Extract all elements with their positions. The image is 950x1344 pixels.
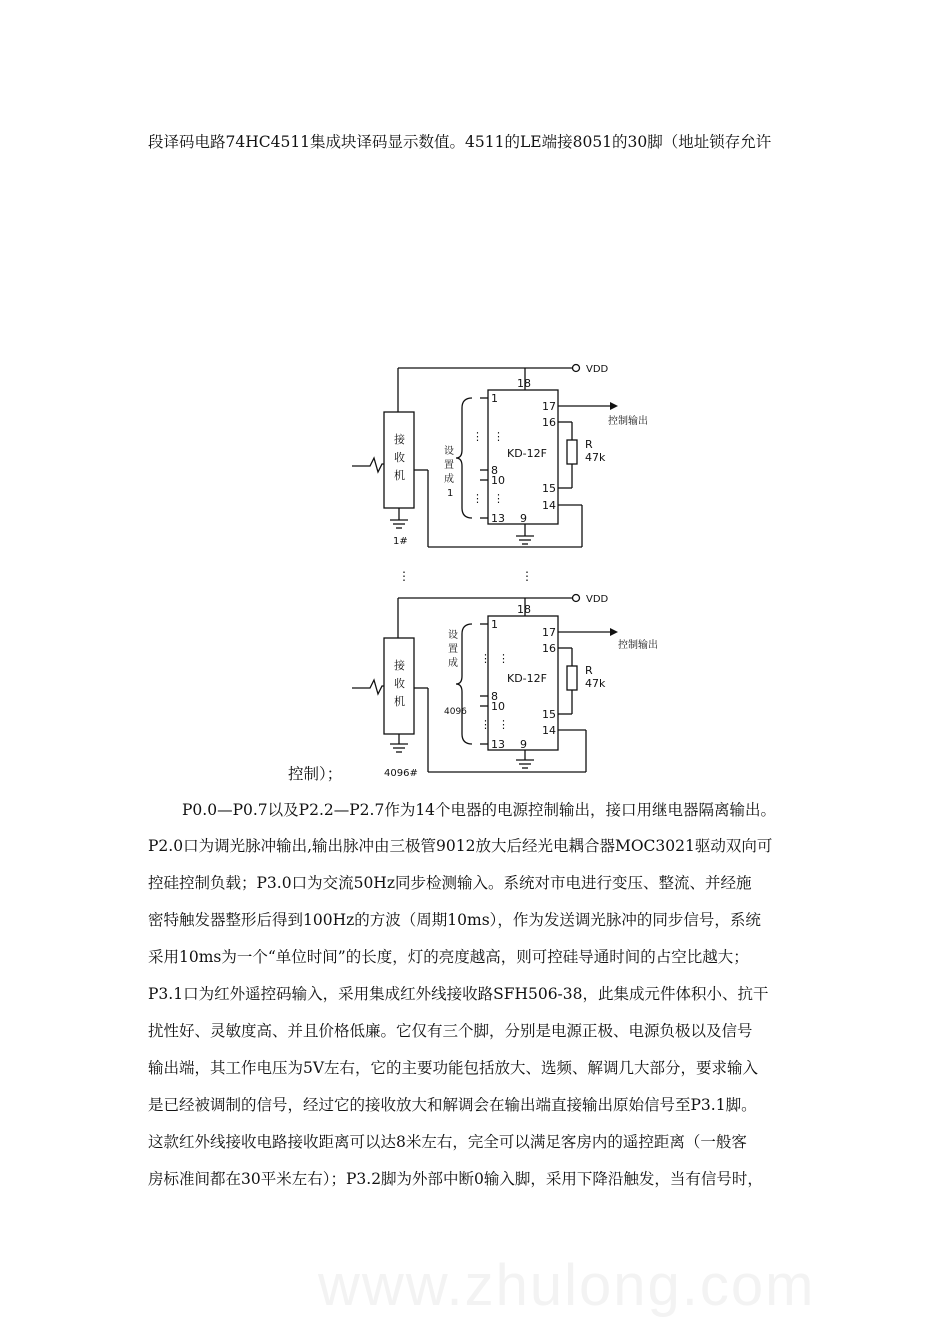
vdd-label: VDD [586, 594, 609, 605]
chip-label: KD-12F [507, 672, 547, 685]
resistor-name: R [585, 438, 593, 451]
body-text-line: 采用10ms为一个“单位时间”的长度，灯的亮度越高，则可控硅导通时间的占空比越大； [148, 948, 749, 966]
vertical-dots: ⋮ [480, 652, 491, 665]
vertical-dots: ⋮ [480, 718, 491, 731]
body-text-line: 密特触发器整形后得到100Hz的方波（周期10ms），作为发送调光脉冲的同步信号，系统 [148, 911, 761, 929]
pin-17-label: 17 [542, 626, 556, 639]
pin-17-label: 17 [542, 400, 556, 413]
body-text-line: P3.1口为红外遥控码输入，采用集成红外线接收路SFH506-38，此集成元件体积小、抗干 [148, 985, 769, 1003]
output-label: 控制输出 [618, 640, 658, 651]
set-label-char: 设 [444, 446, 454, 457]
circuit-diagram [340, 340, 660, 780]
pin-1-label: 1 [491, 392, 498, 405]
set-label-char: 置 [448, 644, 458, 655]
pin-10-label: 10 [491, 474, 505, 487]
set-label-char: 成 [448, 658, 458, 669]
set-label-char: 成 [444, 474, 454, 485]
set-label-char: 置 [444, 460, 454, 471]
vertical-dots: ⋮ [498, 718, 509, 731]
pin-14-label: 14 [542, 499, 556, 512]
vertical-dots: ⋮ [472, 492, 483, 505]
body-text-line: 控硅控制负载；P3.0口为交流50Hz同步检测输入。系统对市电进行变压、整流、并经施 [148, 874, 752, 892]
vertical-dots: ⋮ [398, 569, 410, 583]
pin-13-label: 13 [491, 738, 505, 751]
receiver-char: 机 [394, 695, 405, 708]
receiver-char: 接 [394, 433, 405, 446]
vertical-dots: ⋮ [521, 569, 533, 583]
resistor-value: 47k [585, 677, 606, 690]
resistor-name: R [585, 664, 593, 677]
receiver-char: 机 [394, 469, 405, 482]
body-text-line: 房标准间都在30平米左右）；P3.2脚为外部中断0输入脚，采用下降沿触发，当有信号时， [148, 1170, 763, 1188]
watermark: www.zhulong.com [318, 1253, 816, 1318]
pin-8-label: 8 [491, 690, 498, 703]
receiver-char: 收 [394, 677, 405, 690]
body-text-line: 是已经被调制的信号，经过它的接收放大和解调会在输出端直接输出原始信号至P3.1脚。 [148, 1096, 757, 1114]
set-label-char: 设 [448, 630, 458, 641]
receiver-char: 接 [394, 659, 405, 672]
pin-15-label: 15 [542, 708, 556, 721]
pin-10-label: 10 [491, 700, 505, 713]
body-text-line: 控制）； [288, 765, 343, 783]
vertical-dots: ⋮ [493, 430, 504, 443]
unit-id-label: 1# [393, 536, 408, 547]
pin-13-label: 13 [491, 512, 505, 525]
vertical-dots: ⋮ [472, 430, 483, 443]
set-label-char: 1 [447, 488, 454, 499]
receiver-char: 收 [394, 451, 405, 464]
body-text-line: 输出端，其工作电压为5V左右，它的主要功能包括放大、选频、解调几大部分，要求输入 [148, 1059, 759, 1077]
pin-8-label: 8 [491, 464, 498, 477]
pin-16-label: 16 [542, 642, 556, 655]
pin-14-label: 14 [542, 724, 556, 737]
body-text-line: 扰性好、灵敏度高、并且价格低廉。它仅有三个脚，分别是电源正极、电源负极以及信号 [148, 1022, 753, 1040]
pin-9-label: 9 [520, 512, 527, 525]
resistor-value: 47k [585, 451, 606, 464]
body-text-line: 段译码电路74HC4511集成块译码显示数值。4511的LE端接8051的30脚（地址锁存允许 [148, 133, 772, 151]
body-text-line: 这款红外线接收电路接收距离可以达8米左右，完全可以满足客房内的遥控距离（一般客 [148, 1133, 747, 1151]
vdd-label: VDD [586, 364, 609, 375]
body-text-line: P0.0—P0.7以及P2.2—P2.7作为14个电器的电源控制输出，接口用继电器隔离输出。 [182, 801, 777, 819]
body-text-line: P2.0口为调光脉冲输出,输出脉冲由三极管9012放大后经光电耦合器MOC3021驱动双向可 [148, 837, 773, 855]
vertical-dots: ⋮ [498, 652, 509, 665]
output-label: 控制输出 [608, 416, 648, 427]
unit-id-label: 4096# [384, 768, 418, 779]
pin-15-label: 15 [542, 482, 556, 495]
pin-16-label: 16 [542, 416, 556, 429]
pin-18-label: 18 [517, 603, 531, 616]
pin-18-label: 18 [517, 377, 531, 390]
pin-1-label: 1 [491, 618, 498, 631]
chip-label: KD-12F [507, 447, 547, 460]
set-value-label: 4096 [444, 707, 467, 717]
pin-9-label: 9 [520, 738, 527, 751]
vertical-dots: ⋮ [493, 492, 504, 505]
